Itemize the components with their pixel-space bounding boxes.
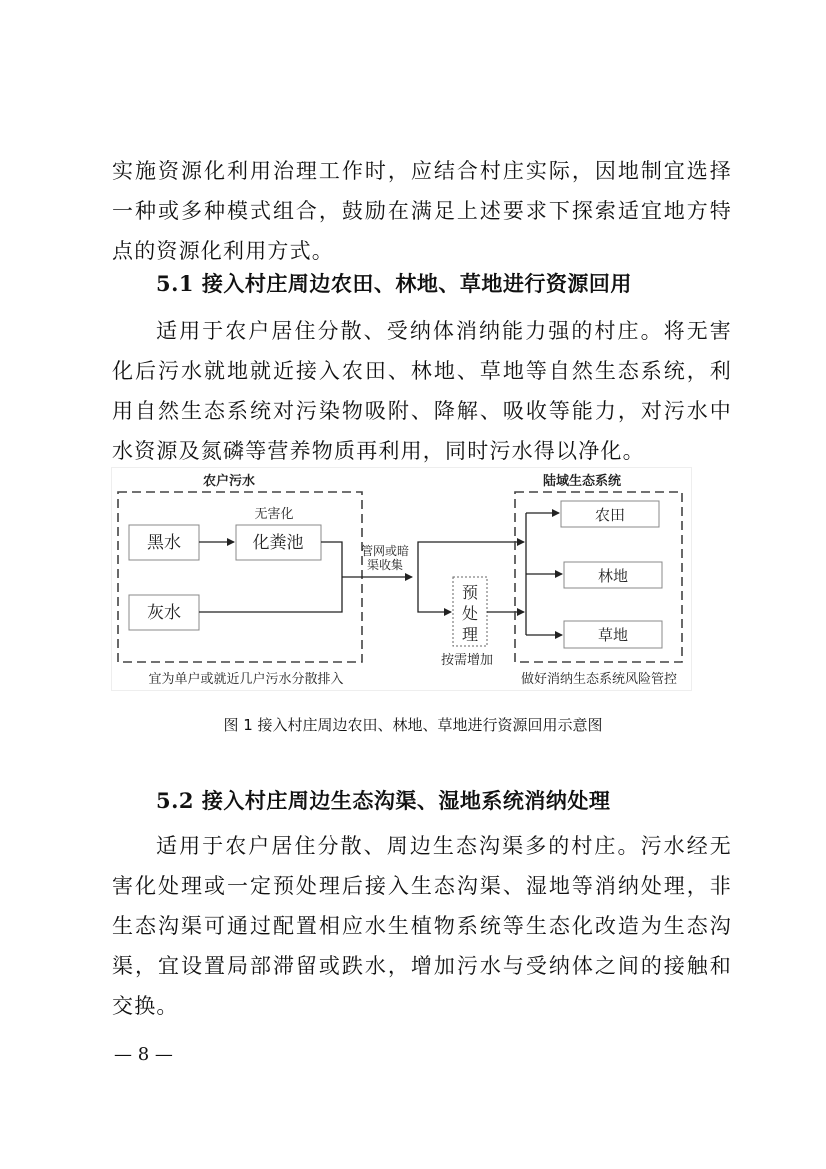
intro-paragraph: 实施资源化利用治理工作时，应结合村庄实际，因地制宜选择一种或多种模式组合，鼓励在满足上述要求下探索适宜地方特点的资源化利用方式。 — [112, 159, 732, 263]
left-group-title: 农户污水 — [202, 474, 256, 489]
septic-tank-label: 化粪池 — [252, 533, 304, 553]
pretreat-char-1: 预 — [461, 583, 479, 602]
left-group-note: 宜为单户或就近几户污水分散排入 — [148, 672, 344, 687]
collection-label-line2: 渠收集 — [366, 558, 404, 572]
right-group-title: 陆域生态系统 — [542, 474, 622, 489]
pretreat-note: 按需增加 — [440, 653, 494, 668]
section-5-1-paragraph: 适用于农户居住分散、受纳体消纳能力强的村庄。将无害化后污水就地就近接入农田、林地、草地等自然生态系统，利用自然生态系统对污染物吸附、降解、吸收等能力，对污水中水资源及氮磷等营养物质再利用，同时污水得以净化。 — [112, 319, 732, 463]
page-number: — 8 — — [114, 1044, 173, 1065]
section-5-2-heading: 5.2 接入村庄周边生态沟渠、湿地系统消纳处理 — [156, 788, 611, 813]
grey-water-label: 灰水 — [147, 603, 181, 623]
diagram-canvas — [112, 468, 691, 690]
arrow-direct — [418, 542, 524, 577]
woodland-label: 林地 — [597, 567, 629, 585]
figure-1-caption: 图 1 接入村庄周边农田、林地、草地进行资源回用示意图 — [223, 716, 603, 734]
harmless-label: 无害化 — [254, 507, 294, 522]
farmland-label: 农田 — [594, 506, 626, 524]
grassland-label: 草地 — [597, 626, 629, 644]
black-water-label: 黑水 — [147, 533, 181, 553]
pretreat-char-2: 处 — [461, 604, 479, 623]
section-5-1-heading: 5.1 接入村庄周边农田、林地、草地进行资源回用 — [156, 271, 632, 296]
left-group-dashed-box — [118, 492, 362, 662]
arrow-to-pretreat — [418, 577, 451, 612]
pretreat-char-3: 理 — [461, 625, 479, 644]
figure-1-diagram — [111, 467, 692, 691]
section-5-2-paragraph: 适用于农户居住分散、周边生态沟渠多的村庄。污水经无害化处理或一定预处理后接入生态沟渠、湿地等消纳处理，非生态沟渠可通过配置相应水生植物系统等生态化改造为生态沟渠，宜设置局部滞留或跌水，增加污水与受纳体之间的接触和交换。 — [112, 834, 732, 1018]
right-group-note: 做好消纳生态系统风险管控 — [520, 672, 678, 687]
collection-label-line1: 管网或暗 — [360, 544, 410, 558]
